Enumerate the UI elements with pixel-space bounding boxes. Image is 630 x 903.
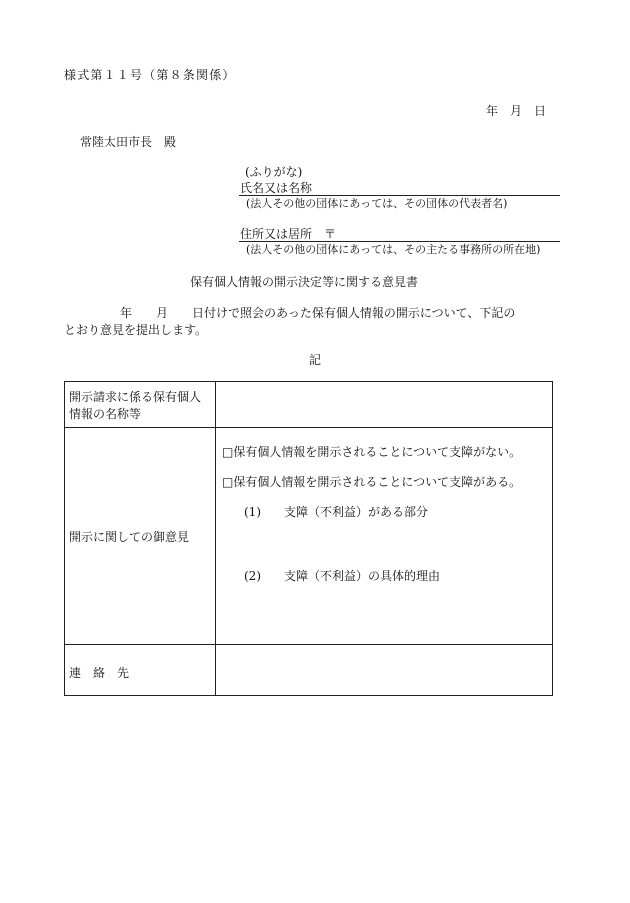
table-column-divider	[215, 382, 216, 695]
name-label: 氏名又は名称	[240, 181, 313, 195]
row-label-contact: 連 絡 先	[69, 666, 130, 680]
table-row-divider	[65, 644, 552, 645]
sub-item-number: (1)	[244, 505, 261, 519]
address-field[interactable]	[239, 241, 560, 242]
sub-item-text: 支障（不利益）がある部分	[284, 505, 429, 519]
option-objection-checkbox[interactable]: □保有個人情報を開示されることについて支障がある。	[222, 475, 522, 489]
address-note: (法人その他の団体にあっては、その主たる事務所の所在地)	[246, 243, 541, 256]
body-text-line-2: とおり意見を提出します。	[64, 323, 208, 337]
addressee: 常陸太田市長 殿	[80, 135, 177, 149]
ki-heading: 記	[309, 353, 322, 367]
form-number: 様式第１１号（第８条関係）	[64, 68, 236, 82]
name-field[interactable]	[239, 195, 560, 196]
option-no-objection-checkbox[interactable]: □保有個人情報を開示されることについて支障がない。	[222, 445, 522, 459]
sub-item-affected-part	[244, 504, 428, 521]
sub-item-number: (2)	[244, 569, 261, 583]
date-line: 年 月 日	[486, 104, 547, 118]
furigana-label: (ふりがな)	[245, 165, 303, 179]
table-row-divider	[65, 427, 552, 428]
row-label-info-name: 開示請求に係る保有個人情報の名称等	[69, 390, 202, 422]
opinion-table	[64, 381, 553, 696]
address-label: 住所又は居所 〒	[240, 227, 337, 241]
row-label-opinion: 開示に関しての御意見	[69, 530, 190, 544]
sub-item-text: 支障（不利益）の具体的理由	[284, 569, 441, 583]
body-text-line-1: 年 月 日付けで照会のあった保有個人情報の開示について、下記の	[120, 306, 516, 320]
name-note: (法人その他の団体にあっては、その団体の代表者名)	[246, 197, 508, 210]
sub-item-reason	[244, 568, 440, 585]
document-title: 保有個人情報の開示決定等に関する意見書	[190, 275, 419, 289]
